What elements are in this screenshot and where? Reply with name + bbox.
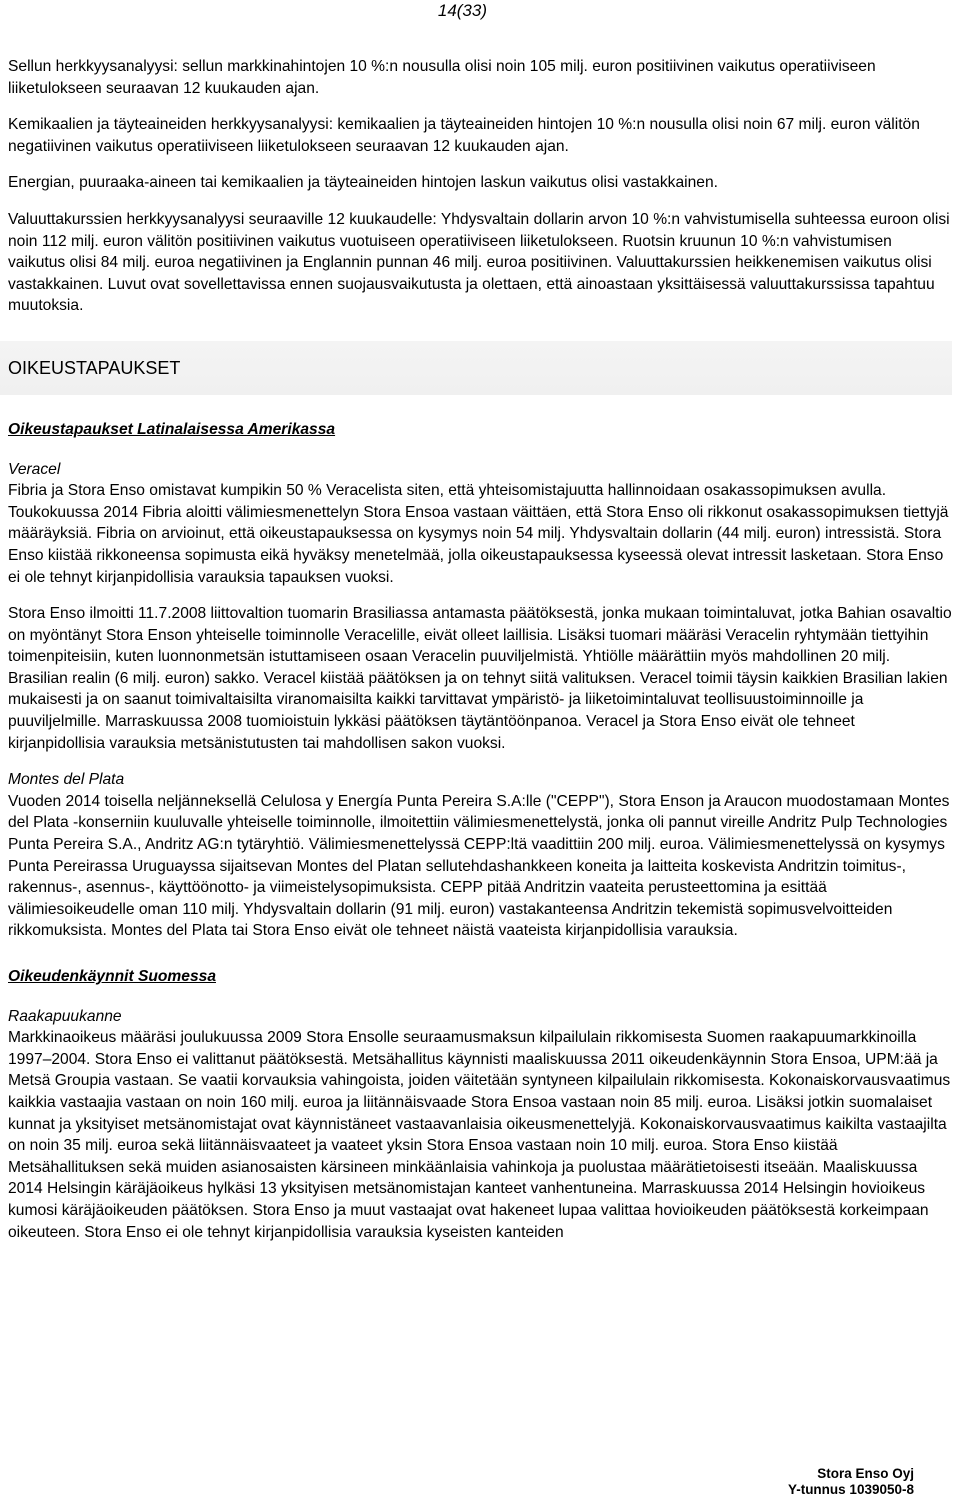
footer — [788, 1466, 914, 1498]
energy-sensitivity-paragraph: Energian, puuraaka-aineen tai kemikaalien ja täyteaineiden hintojen laskun vaikutus olisi vastakkainen. — [8, 174, 718, 192]
chemicals-sensitivity-paragraph: Kemikaalien ja täyteaineiden herkkyysanalyysi: kemikaalien ja täyteaineiden hintojen 10 %:n nousulla olisi noin 67 milj. euron välitön negatiivinen vaikutus operatiiviseen liiketulokseen seuraavan 12 kuukauden ajan. — [8, 116, 920, 155]
veracel-paragraph-2: Stora Enso ilmoitti 11.7.2008 liittovaltion tuomarin Brasiliassa antamasta päätöksestä, jonka mukaan toimintaluvat, jotka Bahian osavaltio on myöntänyt Stora Enson yhteiselle toiminnolle Veracelille, eivät olleet laillisia. Lisäksi tuomari määräsi Veracelin ryhtymään tiettyihin toimenpiteisiin, kuten luonnonmetsän istuttamiseen osaan Veracelin puuviljelmistä. Yhtiölle määrättiin myös mahdollinen 20 milj. Brasilian realin (6 milj. euron) sakko. Veracel kiistää päätöksen ja on tehnyt siitä valituksen. Veracel toimii täysin kaikkien Brasilian lakien mukaisesti ja on saanut toimivaltaisilta viranomaisilta kaikki tarvittavat ympäristö- ja liiketoimintaluvat teollisuustoiminnoille ja puuviljelmille. Marraskuussa 2008 tuomioistuin lykkäsi päätöksen täytäntöönpanoa. Veracel ja Stora Enso eivät ole tehneet kirjanpidollisia varauksia metsänistutusten tai mahdollisen sakon vuoksi. — [8, 605, 952, 752]
footer-business-id: Y-tunnus 1039050-8 — [787, 1482, 914, 1497]
footer-company: Stora Enso Oyj — [817, 1466, 914, 1481]
document-body — [8, 56, 952, 1258]
pulp-sensitivity-paragraph: Sellun herkkyysanalyysi: sellun markkinahintojen 10 %:n nousulla olisi noin 105 milj. euron positiivinen vaikutus operatiiviseen liiketulokseen seuraavan 12 kuukauden ajan. — [8, 58, 876, 97]
raw-wood-paragraph: Markkinaoikeus määräsi joulukuussa 2009 Stora Ensolle seuraamusmaksun kilpailulain rikkomisesta Suomen raakapuumarkkinoilla 1997–2004. Stora Enso ei valittanut päätöksestä. Metsähallitus käynnisti maaliskuussa 2011 oikeudenkäynnin Stora Ensoa, UPM:ää ja Metsä Groupia vastaan. Se vaatii korvauksia vahingoista, joiden väitetään syntyneen kilpailulain rikkomisesta. Kokonaiskorvausvaatimus kaikkia vastaajia vastaan on noin 160 milj. euroa ja liitännäisvaade Stora Ensoa vastaan noin 85 milj. euroa. Lisäksi jotkin suomalaiset kunnat ja yksityiset metsänomistajat ovat käynnistäneet vastaavanlaisia oikeusmenettelyjä. Kokonaiskorvausvaatimus kaikilta vastaajilta on noin 35 milj. euroa sekä liitännäisvaateet ja vaateet yksin Stora Ensoa vastaan noin 10 milj. euroa. Stora Enso kiistää Metsähallituksen sekä muiden asianosaisten kärsineen minkäänlaisia vahinkoja ja puolustaa määrätietoisesti itseään. Maaliskuussa 2014 Helsingin käräjäoikeus hylkäsi 13 yksityisen metsänomistajan kanteet vanhentuneina. Marraskuussa 2014 Helsingin hovioikeus kumosi käräjäoikeuden päätöksen. Stora Enso ja muut vastaajat ovat hakeneet lupaa valittaa hovioikeuden päätöksestä korkeimpaan oikeuteen. Stora Enso ei ole tehnyt kirjanpidollisia varauksia kyseisten kanteiden — [8, 1029, 951, 1241]
currency-sensitivity-paragraph: Valuuttakurssien herkkyysanalyysi seuraaville 12 kuukaudelle: Yhdysvaltain dollarin arvon 10 %:n vahvistumisella suhteessa euroon olisi noin 112 milj. euron välitön positiivinen vaikutus vuotuiseen operatiiviseen liiketulokseen. Ruotsin kruunun 10 %:n vahvistumisen vaikutus olisi 84 milj. euroa negatiivinen ja Englannin punnan 46 milj. euroa positiivinen. Valuuttakurssien heikkenemisen vaikutus olisi vastakkainen. Luvut ovat sovellettavissa ennen suojausvaikutusta ja olettaen, että ainoastaan yksittäisessä valuuttakurssissa tapahtuu muutoksia. — [8, 210, 950, 315]
veracel-paragraph-1: Fibria ja Stora Enso omistavat kumpikin 50 % Veracelista siten, että yhteisomistajuutta hallinnoidaan osakassopimuksen avulla. Toukokuussa 2014 Fibria aloitti välimiesmenettelyn Stora Ensoa vastaan väittäen, että Stora Enso oli rikkonut osakassopimuksen tiettyjä määräyksiä. Fibria on arvioinut, että oikeustapauksessa on kysymys noin 54 milj. Yhdysvaltain dollarin (44 milj. euron) intressistä. Stora Enso kiistää rikkoneensa sopimusta eikä hyväksy menetelmää, jolla oikeustapauksessa kyseessä olevat intressit lasketaan. Stora Enso ei ole tehnyt kirjanpidollisia varauksia tapauksen vuoksi. — [8, 482, 949, 586]
veracel-title: Veracel — [8, 460, 61, 478]
latin-america-heading: Oikeustapaukset Latinalaisessa Amerikassa — [8, 420, 336, 438]
montes-del-plata-paragraph: Vuoden 2014 toisella neljänneksellä Celulosa y Energía Punta Pereira S.A:lle ("CEPP"), Stora Enson ja Araucon muodostamaan Montes del Plata -konserniin kuuluvalle yhteiselle toiminnolle, ilmoitettiin välimiesmenettelystä, jonka oli pannut vireille Andritz Pulp Technologies Punta Pereira S.A., Andritz AG:n tytäryhtiö. Välimiesmenettelyssä CEPP:ltä vaadittiin 200 milj. euroa. Välimiesmenettelyssä on kysymys Punta Pereirassa Uruguayssa sijaitsevan Montes del Platan sellutehdashankkeen koneita ja laitteita koskevista Andritzin toimitus-, rakennus-, asennus-, käyttöönotto- ja viimeistelysopimuksista. CEPP pitää Andritzin vaateita perusteettomina ja esittää välimiesoikeudelle oman 110 milj. Yhdysvaltain dollarin (91 milj. euron) vastakanteensa Andritzin tekemistä sopimusvelvoitteiden rikkomuksista. Montes del Plata tai Stora Enso eivät ole tehneet näistä vaateista kirjanpidollisia varauksia. — [8, 792, 950, 940]
raw-wood-title: Raakapuukanne — [8, 1007, 122, 1025]
page-number: 14(33) — [437, 1, 487, 20]
finland-heading: Oikeudenkäynnit Suomessa — [8, 968, 216, 985]
montes-del-plata-title: Montes del Plata — [8, 771, 125, 789]
section-title: OIKEUSTAPAUKSET — [8, 357, 181, 378]
section-header-band — [0, 341, 952, 395]
